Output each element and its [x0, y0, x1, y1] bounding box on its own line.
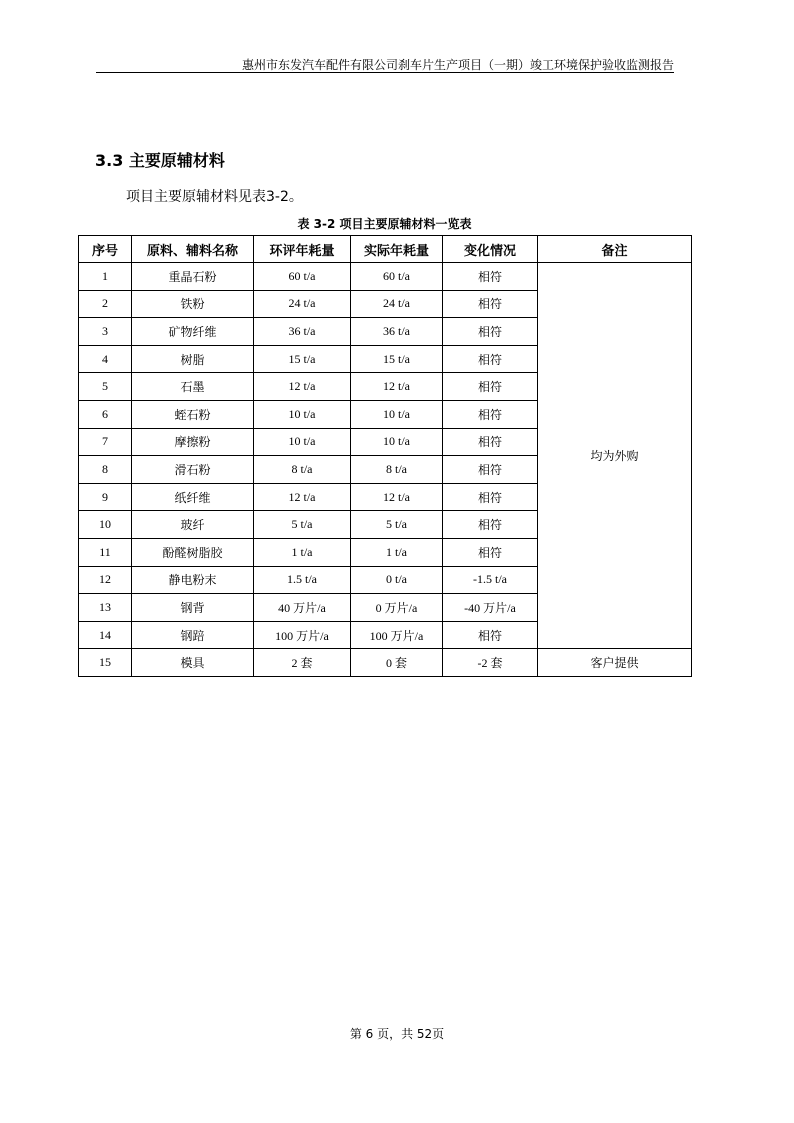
cell-change: 相符 — [443, 263, 538, 291]
cell-actual-consumption: 60 t/a — [351, 263, 443, 291]
cell-no: 3 — [79, 318, 132, 346]
cell-actual-consumption: 0 万片/a — [351, 594, 443, 622]
table-body — [79, 263, 692, 677]
cell-change: 相符 — [443, 621, 538, 649]
cell-actual-consumption: 0 t/a — [351, 566, 443, 594]
column-header-eia-consumption: 环评年耗量 — [254, 236, 351, 263]
cell-actual-consumption: 12 t/a — [351, 483, 443, 511]
column-header-name: 原料、辅料名称 — [132, 236, 254, 263]
cell-no: 15 — [79, 649, 132, 677]
cell-actual-consumption: 1 t/a — [351, 538, 443, 566]
cell-change: -40 万片/a — [443, 594, 538, 622]
cell-eia-consumption: 100 万片/a — [254, 621, 351, 649]
cell-no: 6 — [79, 400, 132, 428]
cell-actual-consumption: 24 t/a — [351, 290, 443, 318]
cell-eia-consumption: 24 t/a — [254, 290, 351, 318]
cell-change: 相符 — [443, 456, 538, 484]
cell-name: 蛭石粉 — [132, 400, 254, 428]
cell-no: 14 — [79, 621, 132, 649]
cell-name: 重晶石粉 — [132, 263, 254, 291]
cell-name: 摩擦粉 — [132, 428, 254, 456]
cell-name: 石墨 — [132, 373, 254, 401]
cell-change: -2 套 — [443, 649, 538, 677]
cell-eia-consumption: 15 t/a — [254, 345, 351, 373]
cell-change: -1.5 t/a — [443, 566, 538, 594]
cell-change: 相符 — [443, 511, 538, 539]
column-header-change: 变化情况 — [443, 236, 538, 263]
cell-eia-consumption: 1.5 t/a — [254, 566, 351, 594]
cell-name: 纸纤维 — [132, 483, 254, 511]
report-header-title: 惠州市东发汽车配件有限公司刹车片生产项目（一期）竣工环境保护验收监测报告 — [241, 58, 674, 72]
table-caption: 表 3-2 项目主要原辅材料一览表 — [297, 217, 472, 231]
cell-no: 11 — [79, 538, 132, 566]
cell-name: 玻纤 — [132, 511, 254, 539]
cell-actual-consumption: 0 套 — [351, 649, 443, 677]
cell-change: 相符 — [443, 318, 538, 346]
cell-eia-consumption: 12 t/a — [254, 373, 351, 401]
cell-change: 相符 — [443, 483, 538, 511]
cell-eia-consumption: 40 万片/a — [254, 594, 351, 622]
cell-actual-consumption: 10 t/a — [351, 400, 443, 428]
cell-no: 5 — [79, 373, 132, 401]
cell-change: 相符 — [443, 400, 538, 428]
cell-eia-consumption: 60 t/a — [254, 263, 351, 291]
cell-eia-consumption: 1 t/a — [254, 538, 351, 566]
cell-change: 相符 — [443, 538, 538, 566]
cell-no: 12 — [79, 566, 132, 594]
cell-actual-consumption: 8 t/a — [351, 456, 443, 484]
section-heading: 3.3 主要原辅材料 — [95, 151, 225, 170]
cell-name: 钢踣 — [132, 621, 254, 649]
cell-remark-merged: 均为外购 — [538, 263, 692, 649]
header-rule — [96, 72, 674, 73]
cell-change: 相符 — [443, 373, 538, 401]
cell-actual-consumption: 5 t/a — [351, 511, 443, 539]
cell-no: 7 — [79, 428, 132, 456]
section-intro: 项目主要原辅材料见表3-2。 — [126, 189, 303, 205]
cell-name: 钢背 — [132, 594, 254, 622]
page-footer: 第 6 页，共 52页 — [349, 1027, 445, 1041]
cell-name: 滑石粉 — [132, 456, 254, 484]
cell-change: 相符 — [443, 290, 538, 318]
cell-no: 10 — [79, 511, 132, 539]
cell-actual-consumption: 100 万片/a — [351, 621, 443, 649]
cell-name: 酚醛树脂胶 — [132, 538, 254, 566]
cell-eia-consumption: 12 t/a — [254, 483, 351, 511]
cell-name: 静电粉末 — [132, 566, 254, 594]
table-row — [79, 263, 692, 291]
cell-eia-consumption: 10 t/a — [254, 428, 351, 456]
column-header-remark: 备注 — [538, 236, 692, 263]
materials-table — [78, 235, 692, 677]
cell-no: 1 — [79, 263, 132, 291]
cell-no: 13 — [79, 594, 132, 622]
cell-actual-consumption: 10 t/a — [351, 428, 443, 456]
table-header-row — [79, 236, 692, 263]
cell-eia-consumption: 10 t/a — [254, 400, 351, 428]
table-row — [79, 649, 692, 677]
cell-eia-consumption: 36 t/a — [254, 318, 351, 346]
cell-actual-consumption: 15 t/a — [351, 345, 443, 373]
cell-name: 模具 — [132, 649, 254, 677]
cell-no: 8 — [79, 456, 132, 484]
column-header-actual-consumption: 实际年耗量 — [351, 236, 443, 263]
cell-name: 矿物纤维 — [132, 318, 254, 346]
cell-name: 铁粉 — [132, 290, 254, 318]
cell-actual-consumption: 12 t/a — [351, 373, 443, 401]
cell-no: 4 — [79, 345, 132, 373]
cell-name: 树脂 — [132, 345, 254, 373]
column-header-no: 序号 — [79, 236, 132, 263]
cell-change: 相符 — [443, 345, 538, 373]
cell-eia-consumption: 2 套 — [254, 649, 351, 677]
cell-eia-consumption: 5 t/a — [254, 511, 351, 539]
cell-remark-last: 客户提供 — [538, 649, 692, 677]
cell-actual-consumption: 36 t/a — [351, 318, 443, 346]
cell-eia-consumption: 8 t/a — [254, 456, 351, 484]
cell-change: 相符 — [443, 428, 538, 456]
cell-no: 9 — [79, 483, 132, 511]
cell-no: 2 — [79, 290, 132, 318]
